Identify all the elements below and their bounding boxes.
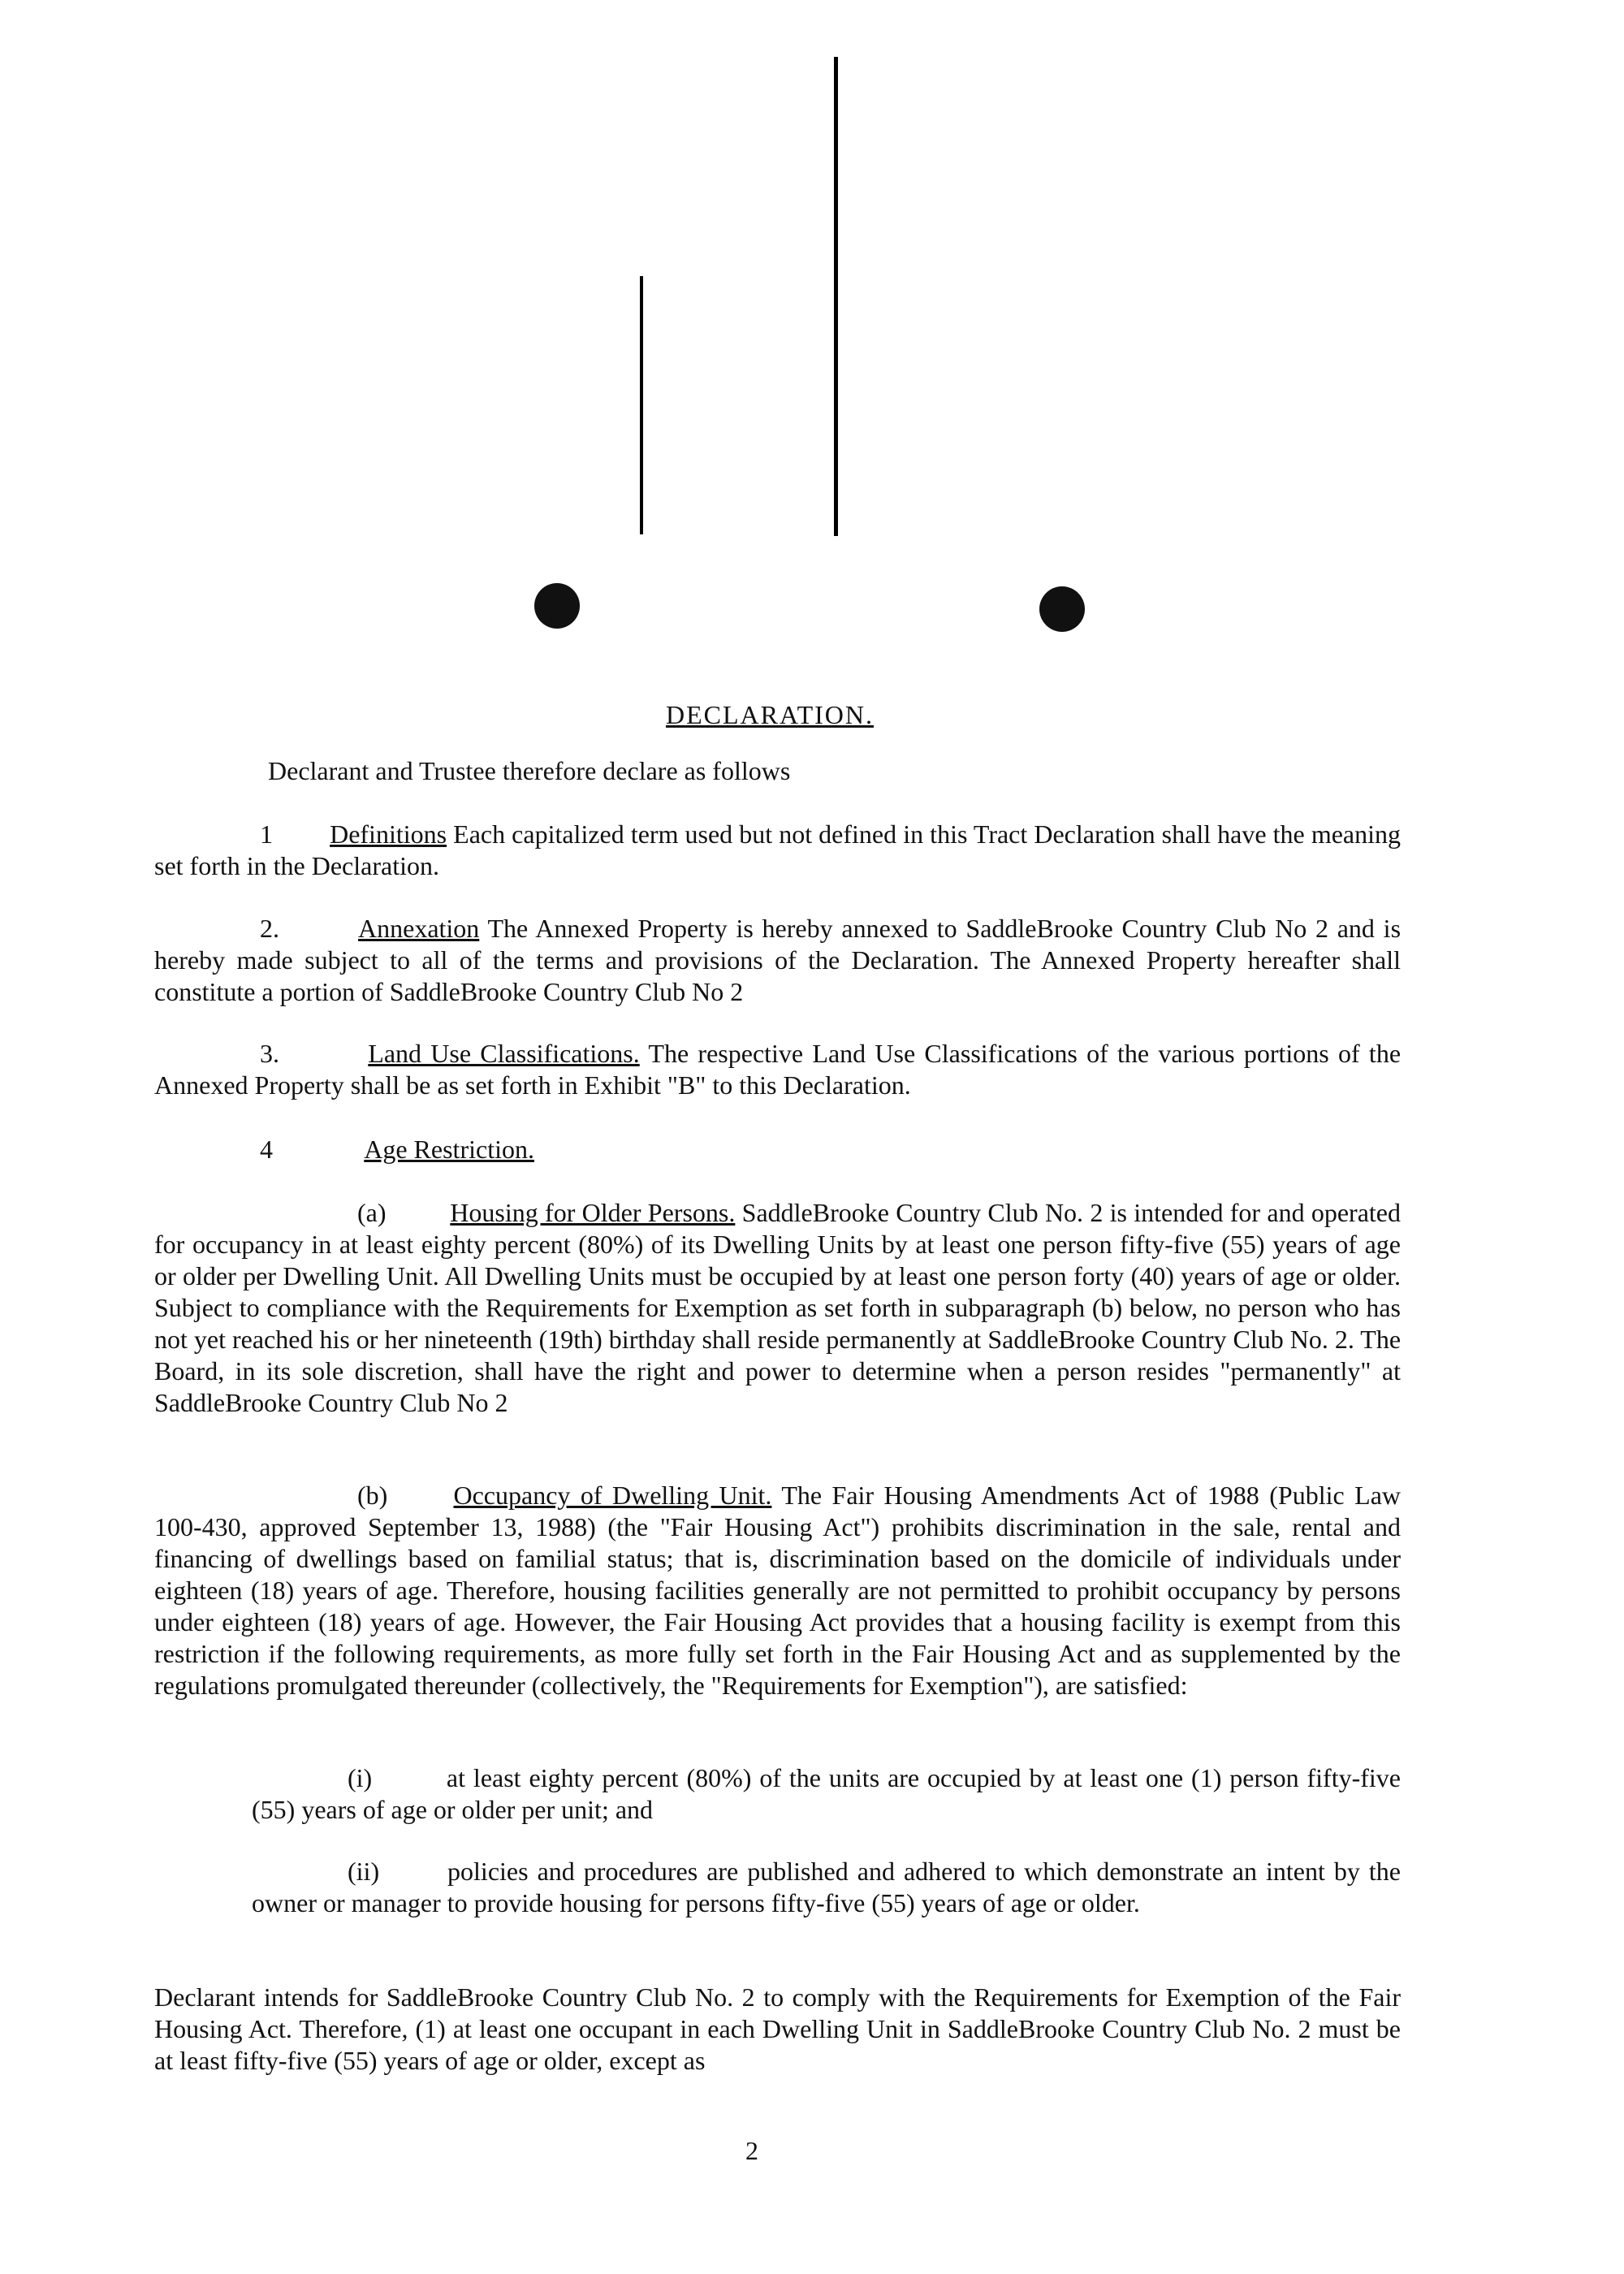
subsection-b-text: The Fair Housing Amendments Act of 1988 (Public Law 100-430, approved September 13, 1988) (the "Fair Housing Act") prohibits discrimination in the sale, rental and financing of dwellings based on familial status; that is, discrimination based on the domicile of individuals under eighteen (18) years of age. Therefore, housing facilities generally are not permitted to prohibit occupancy by persons under eighteen (18) years of age. However, the Fair Housing Act provides that a housing facility is exempt from this restriction if the following requirements, as more fully set forth in the Fair Housing Act and as supplemented by the regulations promulgated thereunder (collectively, the "Requirements for Exemption"), are satisfied: <box>154 1481 1402 1700</box>
item-ii-text: policies and procedures are published and adhered to which demonstrate an intent by the owner or manager to provide housing for persons fifty-five (55) years of age or older. <box>252 1857 1402 1917</box>
section-2-heading: Annexation <box>358 914 480 943</box>
section-1-heading: Definitions <box>330 819 447 849</box>
scan-line-left <box>640 276 643 534</box>
section-3-text: The respective Land Use Classifications of the various portions of the Annexed Property shall be as set forth in Exhibit "B" to this Declaration. <box>154 1039 1402 1100</box>
subsection-a-text: SaddleBrooke Country Club No. 2 is intended for and operated for occupancy in at least eighty percent (80%) of its Dwelling Units by at least one person fifty-five (55) years of age or older per Dwelling Unit. All Dwelling Units must be occupied by at least one person forty (40) years of age or older. Subject to compliance with the Requirements for Exemption as set forth in subparagraph (b) below, no person who has not yet reached his or her nineteenth (19th) birthday shall reside permanently at SaddleBrooke Country Club No. 2. The Board, in its sole discretion, shall have the right and power to determine when a person resides "permanently" at SaddleBrooke Country Club No 2 <box>154 1198 1402 1417</box>
section-4-number: 4 <box>260 1135 273 1164</box>
intro-text: Declarant and Trustee therefore declare as follows <box>268 756 791 785</box>
item-i-text: at least eighty percent (80%) of the units are occupied by at least one (1) person fifty-five (55) years of age or older per unit; and <box>252 1763 1402 1824</box>
section-3-number: 3. <box>260 1039 279 1068</box>
section-1-text: Each capitalized term used but not defined in this Tract Declaration shall have the meaning set forth in the Declaration. <box>154 819 1402 880</box>
subsection-a-heading: Housing for Older Persons. <box>450 1198 736 1227</box>
subsection-b <box>154 1480 1401 1701</box>
item-ii-label: (ii) <box>348 1857 380 1886</box>
closing-paragraph: Declarant intends for SaddleBrooke Country Club No. 2 to comply with the Requirements for Exemption of the Fair Housing Act. Therefore, (1) at least one occupant in each Dwelling Unit in SaddleBrooke Country Club No. 2 must be at least fifty-five (55) years of age or older, except as <box>154 1982 1401 2075</box>
section-4 <box>260 1134 1397 1165</box>
item-i-label: (i) <box>348 1763 373 1792</box>
page-number: 2 <box>745 2136 758 2165</box>
subsection-a-label: (a) <box>357 1198 387 1227</box>
punch-hole-left <box>534 583 580 629</box>
section-2-text: The Annexed Property is hereby annexed to SaddleBrooke Country Club No 2 and is hereby made subject to all of the terms and provisions of the Declaration. The Annexed Property hereafter shall constitute a portion of SaddleBrooke Country Club No 2 <box>154 914 1402 1006</box>
section-2 <box>154 913 1401 1008</box>
punch-hole-right <box>1039 586 1085 632</box>
section-1-number: 1 <box>260 819 273 849</box>
section-4-heading: Age Restriction. <box>364 1135 534 1164</box>
page-title: DECLARATION. <box>666 700 874 729</box>
scan-line-right <box>834 57 838 536</box>
item-i <box>252 1762 1401 1826</box>
section-2-number: 2. <box>260 914 279 943</box>
subsection-a <box>154 1197 1401 1419</box>
section-1 <box>154 819 1401 882</box>
section-3-heading: Land Use Classifications. <box>368 1039 640 1068</box>
subsection-b-label: (b) <box>357 1481 388 1510</box>
section-3 <box>154 1038 1401 1101</box>
subsection-b-heading: Occupancy of Dwelling Unit. <box>453 1481 772 1510</box>
item-ii <box>252 1856 1401 1919</box>
